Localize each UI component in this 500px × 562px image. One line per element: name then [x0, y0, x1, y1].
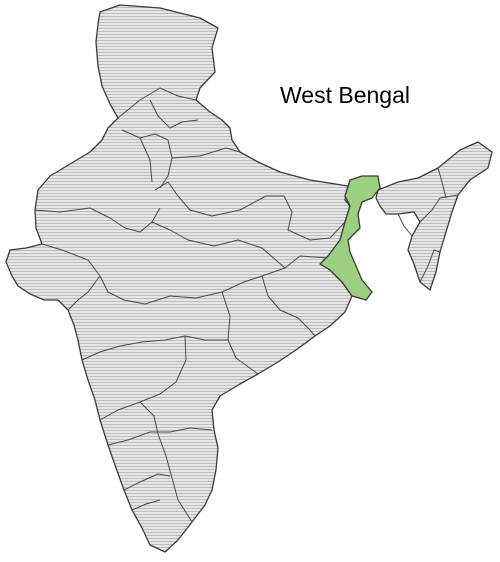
india-northeast	[376, 142, 492, 290]
map-title: West Bengal	[280, 82, 410, 108]
